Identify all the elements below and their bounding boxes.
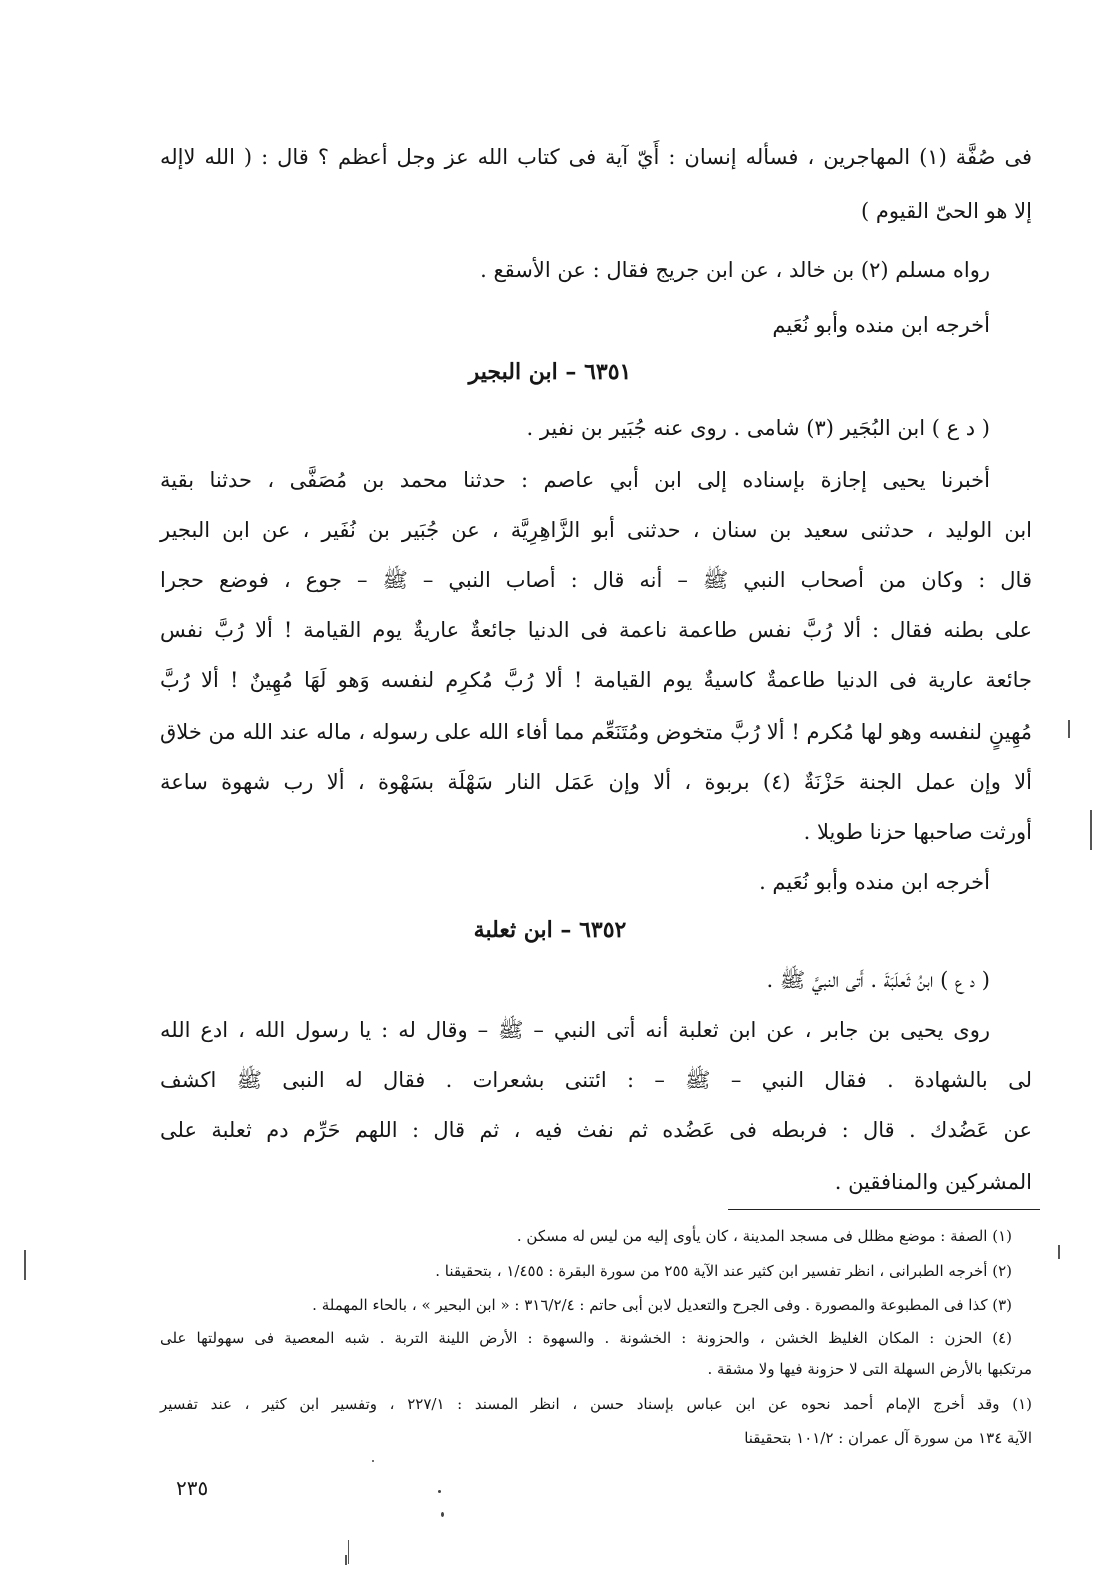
scan-artifact [372,1460,374,1462]
scan-artifact [438,1490,441,1493]
body-line: المشركين والمنافقين . [834,1170,1032,1194]
body-line: ألا وإن عمل الجنة حَزْنَةٌ (٤) بربوة ، ألا وإن عَمَل النار سَهْلَة بسَهْوة ، ألا رب شهوة ساعة [160,770,1032,794]
footnote: مرتكبها بالأرض السهلة التى لا حزونة فيها ولا مشقة . [707,1360,1032,1378]
entry-heading-6351: ٦٣٥١ – ابن البجير [468,359,632,385]
footnote: (٢) أخرجه الطبرانى ، انظر تفسير ابن كثير عند الآية ٢٥٥ من سورة البقرة : ١/٤٥٥ ، بتحقيقنا . [435,1262,1012,1280]
scan-artifact [441,1512,444,1517]
footnote: الآية ١٣٤ من سورة آل عمران : ١٠١/٢ بتحقيقنا [744,1429,1032,1447]
body-line: أخبرنا يحيى إجازة بإسناده إلى ابن أبي عاصم : حدثنا محمد بن مُصَفَّى ، حدثنا بقية [160,468,990,492]
body-line: ( د ع ) ابن البُجَير (٣) شامى . روى عنه جُبَير بن نفير . [526,416,990,440]
footnote: (١) الصفة : موضع مظلل فى مسجد المدينة ، كان يأوى إليه من ليس له مسكن . [516,1227,1012,1245]
footnote-separator [728,1209,1040,1210]
body-line: إلا هو الحىّ القيوم ) [861,199,1032,223]
scan-artifact [348,1540,349,1564]
body-line: أخرجه ابن منده وأبو نُعَيم . [759,870,990,894]
scan-artifact [345,1555,347,1565]
footnote: (١) وقد أخرج الإمام أحمد نحوه عن ابن عباس بإسناد حسن ، انظر المسند : ٢٢٧/١ ، وتفسير ابن كثير ، عند تفسير [160,1395,1032,1413]
scan-artifact [1058,1245,1060,1259]
body-line: جائعة عارية فى الدنيا طاعمةٌ كاسيةٌ يوم القيامة ! ألا رُبَّ مُكرِم لنفسه وَهو لَهَا مُهِينٌ ! ألا رُبَّ [160,668,1032,692]
body-line: ابن الوليد ، حدثنى سعيد بن سنان ، حدثنى أبو الزَّاهِرِيَّة ، عن جُبَير بن نُفَير ، عن ابن البجير [160,518,1032,542]
footnote: (٤) الحزن : المكان الغليظ الخشن ، والحزونة : الخشونة . والسهوة : الأرض اللينة التربة . شبه المعصية فى سهولتها على [160,1329,1012,1347]
body-line: فى صُفَّة (١) المهاجرين ، فسأله إنسان : أَيّ آية فى كتاب الله عز وجل أعظم ؟ قال : ( الله لاإله [160,145,1032,169]
body-line: رواه مسلم (٢) بن خالد ، عن ابن جريج فقال : عن الأسقع . [480,258,990,282]
footnote: (٣) كذا فى المطبوعة والمصورة . وفى الجرح والتعديل لابن أبى حاتم : ٣١٦/٢/٤ : « ابن البحير » ، بالحاء المهملة . [312,1296,1012,1314]
body-line: روى يحيى بن جابر ، عن ابن ثعلبة أنه أتى النبي – ﷺ – وقال له : يا رسول الله ، ادع الله [160,1018,990,1042]
body-line: على بطنه فقال : ألا رُبَّ نفس طاعمة ناعمة فى الدنيا جائعةٌ عاريةٌ يوم القيامة ! ألا رُبَّ نفس [160,618,1032,642]
scan-artifact [1068,720,1070,738]
body-line: مُهِينٍ لنفسه وهو لها مُكرم ! ألا رُبَّ متخوض ومُتَنَعِّم مما أفاء الله على رسوله ، ماله عند الله من خلاق [160,720,1032,744]
scan-artifact [24,1250,26,1280]
body-line: أورثت صاحبها حزنا طويلا . [803,820,1032,844]
body-line: أخرجه ابن منده وأبو نُعَيم [772,313,990,337]
body-line: عن عَضُدك . قال : فربطه فى عَضُده ثم نفث فيه ، ثم قال : اللهم حَرِّم دم ثعلبة على [160,1118,1032,1142]
body-line: لى بالشهادة . فقال النبي – ﷺ – : ائتنى بشعرات . فقال له النبى ﷺ اكشف [160,1068,1032,1092]
body-line: قال : وكان من أصحاب النبي ﷺ – أنه قال : أصاب النبي – ﷺ – جوع ، فوضع حجرا [160,568,1032,592]
page-number: ٢٣٥ [176,1476,209,1500]
body-line: ( د ع ) ابنُ ثَعلَبَةَ . أَتى النبيَّ ﷺ . [766,968,990,992]
scan-artifact [1090,810,1092,850]
entry-heading-6352: ٦٣٥٢ – ابن ثعلبة [473,917,627,943]
